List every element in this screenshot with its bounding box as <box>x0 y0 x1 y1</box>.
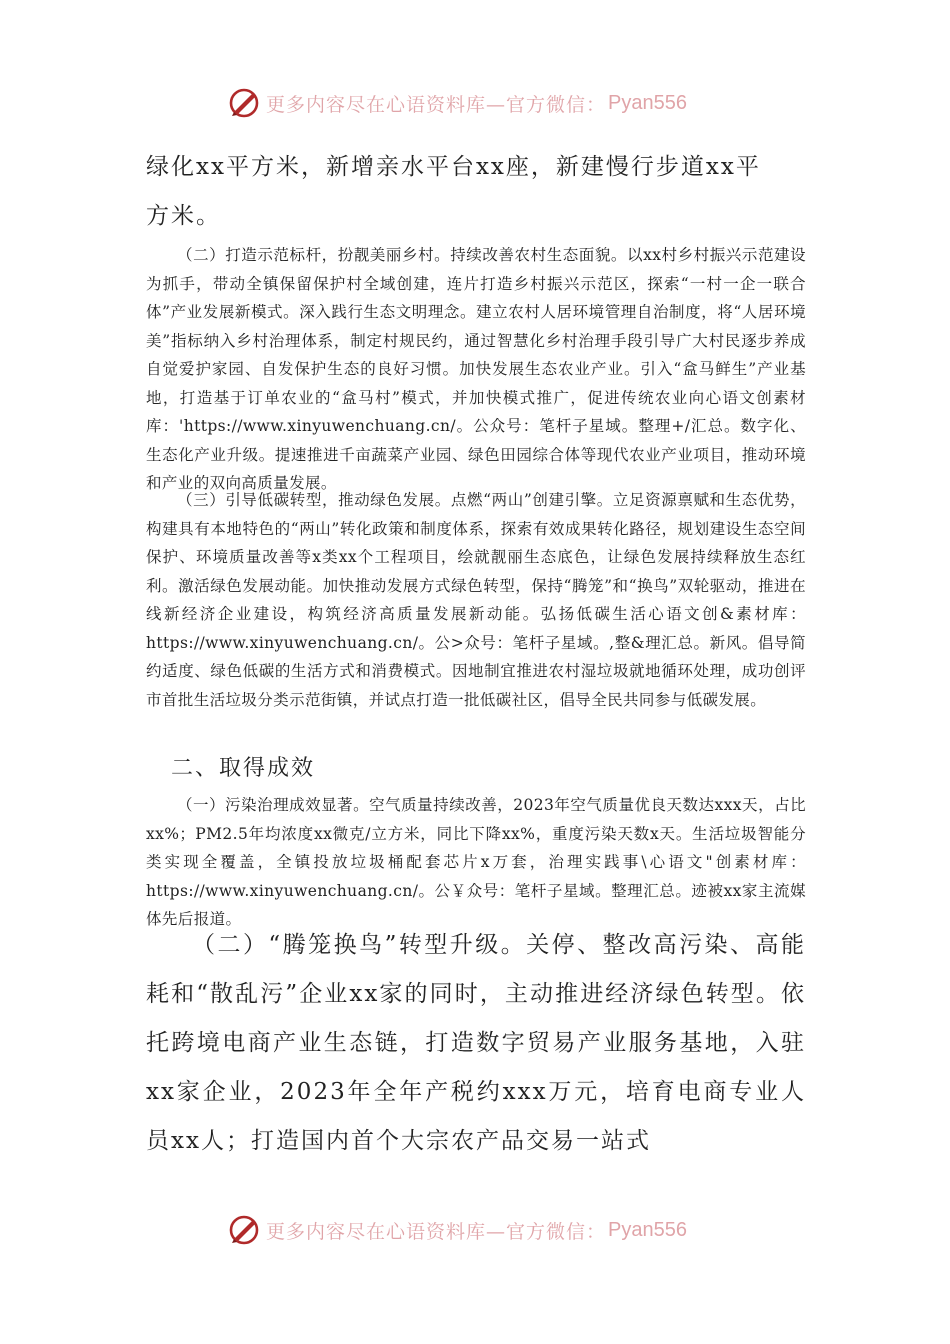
paragraph-section-2 <box>146 241 806 498</box>
banner-text: 更多内容尽在心语资料库—官方微信： <box>266 93 607 116</box>
paragraph-results-2 <box>146 921 806 1166</box>
banner-wechat-id: Pyan556 <box>608 91 687 114</box>
paragraph-continued <box>146 143 806 241</box>
banner-wechat-id: Pyan556 <box>608 1218 687 1241</box>
pen-circle-logo-icon <box>228 1214 260 1246</box>
section-heading <box>146 751 806 787</box>
paragraph-results-1 <box>146 791 806 934</box>
paragraph-line: 绿化xx平方米，新增亲水平台xx座，新建慢行步道xx平 <box>146 154 761 180</box>
footer-watermark-banner <box>228 1213 687 1247</box>
pen-circle-logo-icon <box>228 87 260 119</box>
paragraph-body: （三）引导低碳转型，推动绿色发展。点燃“两山”创建引擎。立足资源禀赋和生态优势，构建具有本地特色的“两山”转化政策和制度体系，探索有效成果转化路径，规划建设生态空间保护、环境质量改善等x类xx个工程项目，绘就靓丽生态底色，让绿色发展持续释放生态红利。激活绿色发展动能。加快推动发展方式绿色转型，保持“腾笼”和“换鸟”双轮驱动，推进在线新经济企业建设，构筑经济高质量发展新动能。弘扬低碳生活心语文创&素材库：https://www.xinyuwenchuang.cn/。公>众号：笔杆子星域。,整&理汇总。新风。倡导简约适度、绿色低碳的生活方式和消费模式。因地制宜推进农村湿垃圾就地循环处理，成功创评市首批生活垃圾分类示范街镇，并试点打造一批低碳社区，倡导全民共同参与低碳发展。 <box>146 491 806 709</box>
paragraph-line: 方米。 <box>146 203 221 229</box>
paragraph-body: （二）“腾笼换鸟”转型升级。关停、整改高污染、高能耗和“散乱污”企业xx家的同时，主动推进经济绿色转型。依托跨境电商产业生态链，打造数字贸易产业服务基地，入驻xx家企业，2023年全年产税约xxx万元，培育电商专业人员xx人；打造国内首个大宗农产品交易一站式 <box>146 932 806 1154</box>
heading-title: 二、取得成效 <box>171 756 316 781</box>
paragraph-body: （二）打造示范标杆，扮靓美丽乡村。持续改善农村生态面貌。以xx村乡村振兴示范建设为抓手，带动全镇保留保护村全域创建，连片打造乡村振兴示范区，探索“一村一企一联合体”产业发展新模式。深入践行生态文明理念。建立农村人居环境管理自治制度，将“人居环境美”指标纳入乡村治理体系，制定村规民约，通过智慧化乡村治理手段引导广大村民逐步养成自觉爱护家园、自发保护生态的良好习惯。加快发展生态农业产业。引入“盒马鲜生”产业基地，打造基于订单农业的“盒马村”模式，并加快模式推广，促进传统农业向心语文创素材库：'https://www.xinyuwenchuang.cn/。公众号：笔杆子星域。整理+/汇总。数字化、生态化产业升级。提速推进千亩蔬菜产业园、绿色田园综合体等现代农业产业项目，推动环境和产业的双向高质量发展。 <box>146 246 806 492</box>
paragraph-section-3 <box>146 486 806 714</box>
paragraph-body: （一）污染治理成效显著。空气质量持续改善，2023年空气质量优良天数达xxx天，占比xx%；PM2.5年均浓度xx微克/立方米，同比下降xx%，重度污染天数x天。生活垃圾智能分类实现全覆盖，全镇投放垃圾桶配套芯片x万套，治理实践事\心语文"创素材库：https://www.xinyuwenchuang.cn/。公￥众号：笔杆子星域。整理汇总。迹被xx家主流媒体先后报道。 <box>146 796 806 928</box>
header-watermark-banner <box>228 86 687 120</box>
banner-text: 更多内容尽在心语资料库—官方微信： <box>266 1220 607 1243</box>
